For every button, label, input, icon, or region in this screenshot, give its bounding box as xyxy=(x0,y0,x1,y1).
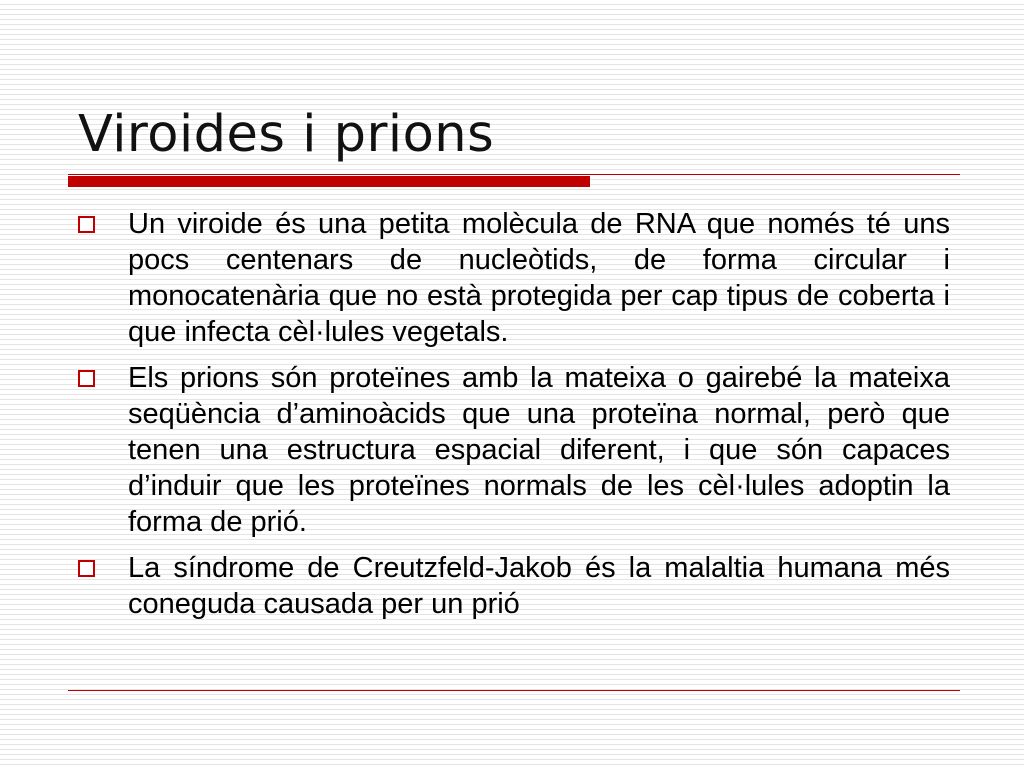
bullet-item-prions xyxy=(76,360,950,540)
hollow-square-icon xyxy=(78,370,95,387)
slide-title: Viroides i prions xyxy=(78,105,495,164)
bullet-item-creutzfeld-jakob xyxy=(76,550,950,622)
hollow-square-icon xyxy=(78,216,95,233)
bullet-text: La síndrome de Creutzfeld-Jakob és la malaltia humana més coneguda causada per un prió xyxy=(128,552,950,620)
footer-thin-rule xyxy=(68,690,960,691)
bullet-item-viroids xyxy=(76,206,950,350)
hollow-square-icon xyxy=(78,560,95,577)
title-accent-bar xyxy=(68,176,590,187)
bullet-list xyxy=(76,206,950,632)
bullet-text: Un viroide és una petita molècula de RNA que només té uns pocs centenars de nucleòtids, de forma circular i monocatenària que no està protegida per cap tipus de coberta i que infecta cèl·lules vegetals. xyxy=(128,208,950,348)
bullet-text: Els prions són proteïnes amb la mateixa o gairebé la mateixa seqüència d’aminoàcids que una proteïna normal, però que tenen una estructura espacial diferent, i que són capaces d’induir que les proteïnes normals de les cèl·lules adoptin la forma de prió. xyxy=(128,362,950,538)
title-thin-rule xyxy=(68,174,960,175)
